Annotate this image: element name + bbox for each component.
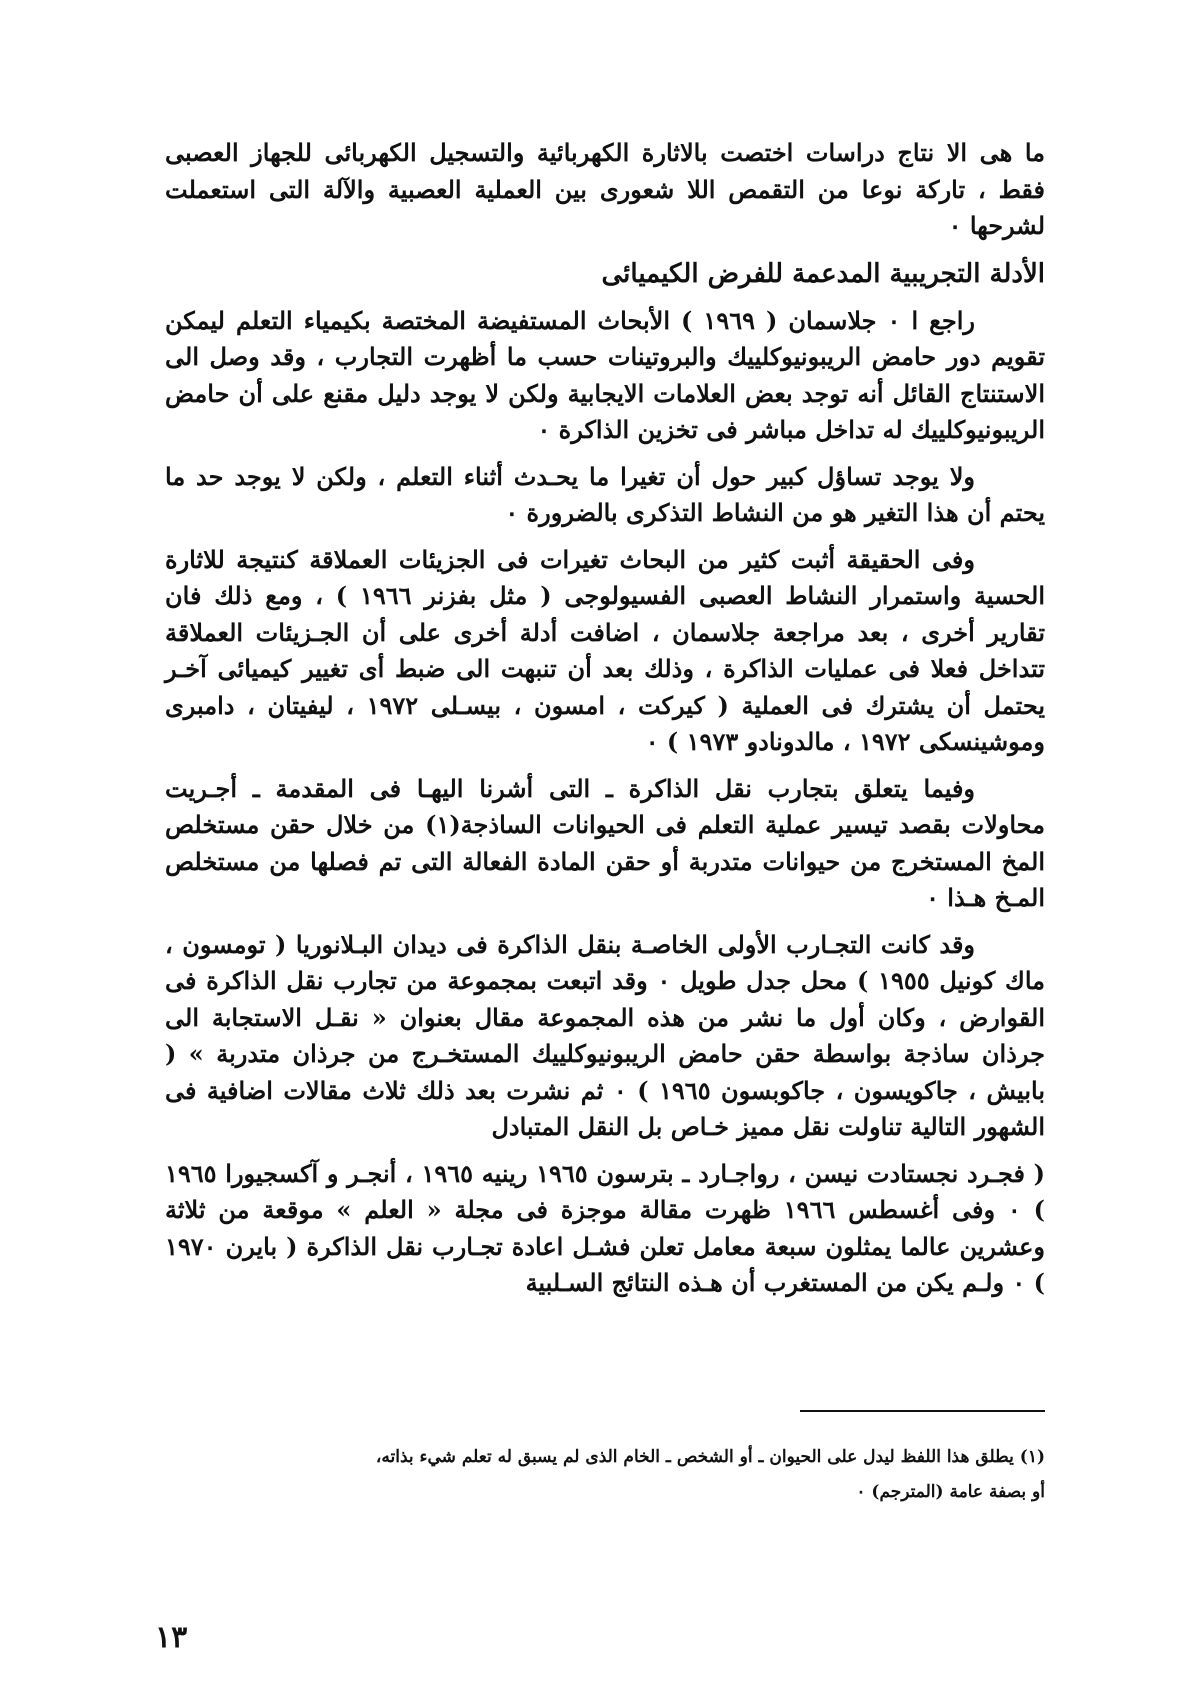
paragraph-7: ( فجـرد نجستادت نيسن ، رواجـارد ـ بترسون ١٩٦٥ رينيه ١٩٦٥ ، أنجـر و آكسجيورا ١٩٦٥ ) ٠ وفى أغسطس ١٩٦٦ ظهرت مقالة موجزة فى مجلة « العلم » موقعة من ثلاثة وعشرين عالما يمثلون سبعة معامل تعلن فشـل اعادة تجـارب نقل الذاكرة ( بايرن ١٩٧٠ ) ٠ ولـم يكن من المستغرب أن هـذه النتائج السـلبية [165, 1158, 1046, 1297]
main-text [165, 135, 1045, 1312]
paragraph-4: وفى الحقيقة أثبت كثير من البحاث تغيرات فى الجزيئات العملاقة كنتيجة للاثارة الحسية واستمرار النشاط العصبى الفسيولوجى ( مثل بفزنر ١٩٦٦ ) ، ومع ذلك فان تقارير أخرى ، بعد مراجعة جلاسمان ، اضافت أدلة أخرى على أن الجـزيئات العملاقة تتداخل فعلا فى عمليات الذاكرة ، وذلك بعد أن تنبهت الى ضبط أى تغيير كيميائى آخـر يحتمل أن يشترك فى العملية ( كيركت ، امسون ، بيسـلى ١٩٧٢ ، ليفيتان ، دامبرى وموشينسكى ١٩٧٢ ، مالدونادو ١٩٧٣ ) ٠ [165, 544, 1046, 756]
paragraph-5: وفيما يتعلق بتجارب نقل الذاكرة ـ التى أشرنا اليهـا فى المقدمة ـ أجـريت محاولات بقصد تيسير عملية التعلم فى الحيوانات الساذجة(١) من خلال حقن مستخلص المخ المستخرج من حيوانات متدربة أو حقن المادة الفعالة التى تم فصلها من مستخلص المـخ هـذا ٠ [165, 773, 1046, 912]
paragraph-3: ولا يوجد تساؤل كبير حول أن تغيرا ما يحـدث أثناء التعلم ، ولكن لا يوجد حد ما يحتم أن هذا التغير هو من النشاط التذكرى بالضرورة ٠ [165, 461, 1045, 527]
page-number: ١٣ [155, 1620, 188, 1655]
footnote-line-1: (١) يطلق هذا اللفظ ليدل على الحيوان ـ أو الشخص ـ الخام الذى لم يسبق له تعلم شيء بذاته، [375, 1447, 1045, 1467]
paragraph-1: ما هى الا نتاج دراسات اختصت بالاثارة الكهربائية والتسجيل الكهربائى للجهاز العصبى فقط ، تاركة نوعا من التقمص اللا شعورى بين العملية العصبية والآلة التى استعملت لشرحها ٠ [165, 138, 1045, 240]
footnote [165, 1440, 1045, 1510]
paragraph-2: راجع ا ٠ جلاسمان ( ١٩٦٩ ) الأبحاث المستفيضة المختصة بكيمياء التعلم ليمكن تقويم دور حامض الريبونيوكلييك والبروتينات حسب ما أظهرت التجارب ، وقد وصل الى الاستنتاج القائل أنه توجد بعض العلامات الايجابية ولكن لا يوجد دليل مقنع على أن حامض الريبونيوكلييك له تداخل مباشر فى تخزين الذاكرة ٠ [165, 305, 1045, 444]
footnote-divider [800, 1410, 1045, 1412]
footnote-line-2: أو بصفة عامة (المترجم) ٠ [856, 1482, 1045, 1502]
section-heading: الأدلة التجريبية المدعمة للفرض الكيميائى [601, 258, 1045, 289]
paragraph-6: وقد كانت التجـارب الأولى الخاصـة بنقل الذاكرة فى ديدان البـلانوريا ( تومسون ، ماك كونيل ١٩٥٥ ) محل جدل طويل ٠ وقد اتبعت بمجموعة من تجارب نقل الذاكرة فى القوارض ، وكان أول ما نشر من هذه المجموعة مقال بعنوان « نقـل الاستجابة الى جرذان ساذجة بواسطة حقن حامض الريبونيوكلييك المستخـرج من جرذان متدربة » ( بابيش ، جاكويسون ، جاكوبسون ١٩٦٥ ) ٠ ثم نشرت بعد ذلك ثلاث مقالات اضافية فى الشهور التالية تناولت نقل مميز خـاص بل النقل المتبادل [165, 929, 1045, 1141]
